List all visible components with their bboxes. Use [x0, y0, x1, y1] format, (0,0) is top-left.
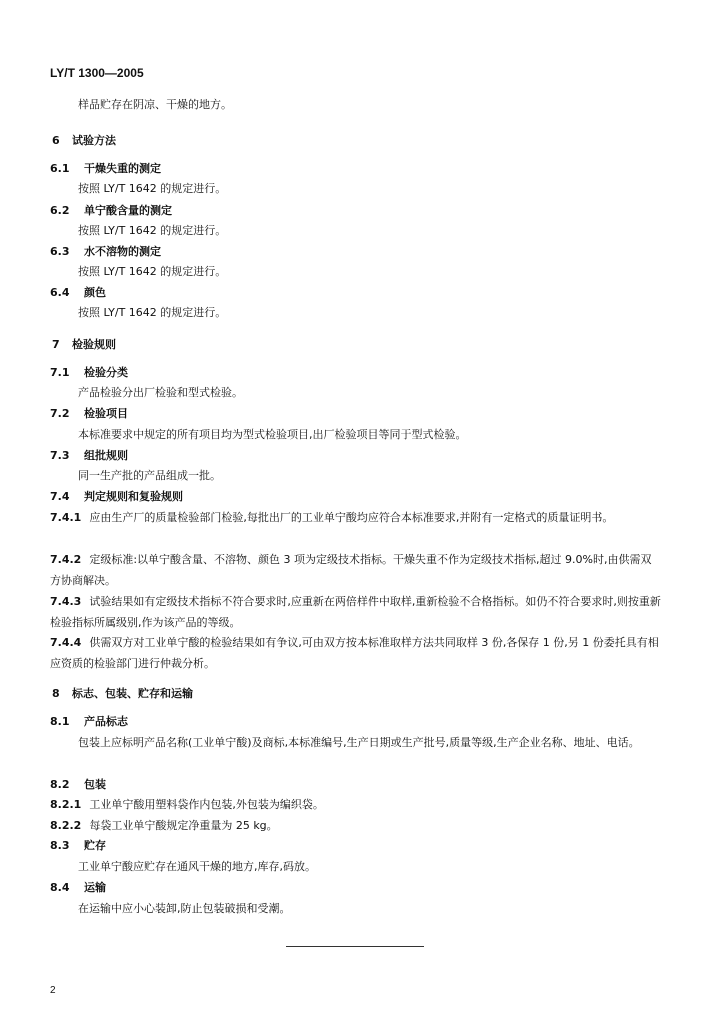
- clause-7-2-heading: 7.2 检验项目: [50, 407, 128, 420]
- carryover-text: 样品贮存在阴凉、干燥的地方。: [78, 98, 232, 111]
- clause-8-2-2: 8.2.2 每袋工业单宁酸规定净重量为 25 kg。: [50, 819, 278, 832]
- clause-8-4-heading: 8.4 运输: [50, 881, 106, 894]
- page-number: 2: [50, 985, 56, 996]
- clause-6-2-heading: 6.2 单宁酸含量的测定: [50, 204, 172, 217]
- clause-7-2-body: 本标准要求中规定的所有项目均为型式检验项目,出厂检验项目等同于型式检验。: [78, 428, 467, 441]
- section-7-heading: 7 检验规则: [52, 338, 116, 351]
- clause-7-4-1: 7.4.1 应由生产厂的质量检验部门检验,每批出厂的工业单宁酸均应符合本标准要求,并附有一定格式的质量证明书。: [50, 511, 614, 524]
- clause-7-4-3: 7.4.3 试验结果如有定级技术指标不符合要求时,应重新在两倍样件中取样,重新检验不合格指标。如仍不符合要求时,则按重新检验指标所属级别,作为该产品的等级。: [50, 595, 661, 629]
- clause-6-4-body: 按照 LY/T 1642 的规定进行。: [78, 306, 227, 319]
- clause-7-1-body: 产品检验分出厂检验和型式检验。: [78, 386, 243, 399]
- clause-8-2-heading: 8.2 包装: [50, 778, 106, 791]
- clause-8-3-heading: 8.3 贮存: [50, 839, 106, 852]
- clause-7-4-2: 7.4.2 定级标准:以单宁酸含量、不溶物、颜色 3 项为定级技术指标。干燥失重不作为定级技术指标,超过 9.0%时,由供需双方协商解决。: [50, 553, 652, 587]
- section-8-heading: 8 标志、包装、贮存和运输: [52, 687, 193, 700]
- clause-6-3-body: 按照 LY/T 1642 的规定进行。: [78, 265, 227, 278]
- clause-7-1-heading: 7.1 检验分类: [50, 366, 128, 379]
- clause-7-4-heading: 7.4 判定规则和复验规则: [50, 490, 183, 503]
- clause-7-4-4: 7.4.4 供需双方对工业单宁酸的检验结果如有争议,可由双方按本标准取样方法共同取样 3 份,各保存 1 份,另 1 份委托具有相应资质的检验部门进行仲裁分析。: [50, 636, 659, 670]
- standard-code: LY/T 1300—2005: [50, 66, 144, 80]
- clause-6-2-body: 按照 LY/T 1642 的规定进行。: [78, 224, 227, 237]
- clause-6-3-heading: 6.3 水不溶物的测定: [50, 245, 161, 258]
- clause-8-1-heading: 8.1 产品标志: [50, 715, 128, 728]
- clause-8-3-body: 工业单宁酸应贮存在通风干燥的地方,库存,码放。: [78, 860, 316, 873]
- clause-6-4-heading: 6.4 颜色: [50, 286, 106, 299]
- clause-8-4-body: 在运输中应小心装卸,防止包装破损和受潮。: [78, 902, 291, 915]
- end-divider: [286, 946, 424, 947]
- section-number: 6: [52, 134, 60, 147]
- section-title: 试验方法: [72, 134, 116, 147]
- clause-7-3-heading: 7.3 组批规则: [50, 449, 128, 462]
- clause-8-2-1: 8.2.1 工业单宁酸用塑料袋作内包装,外包装为编织袋。: [50, 798, 324, 811]
- clause-6-1-body: 按照 LY/T 1642 的规定进行。: [78, 182, 227, 195]
- clause-6-1-heading: 6.1 干燥失重的测定: [50, 162, 161, 175]
- section-6-heading: [52, 134, 116, 148]
- clause-8-1-body: 包装上应标明产品名称(工业单宁酸)及商标,本标准编号,生产日期或生产批号,质量等级,生产企业名称、地址、电话。: [78, 736, 640, 749]
- clause-7-3-body: 同一生产批的产品组成一批。: [78, 469, 221, 482]
